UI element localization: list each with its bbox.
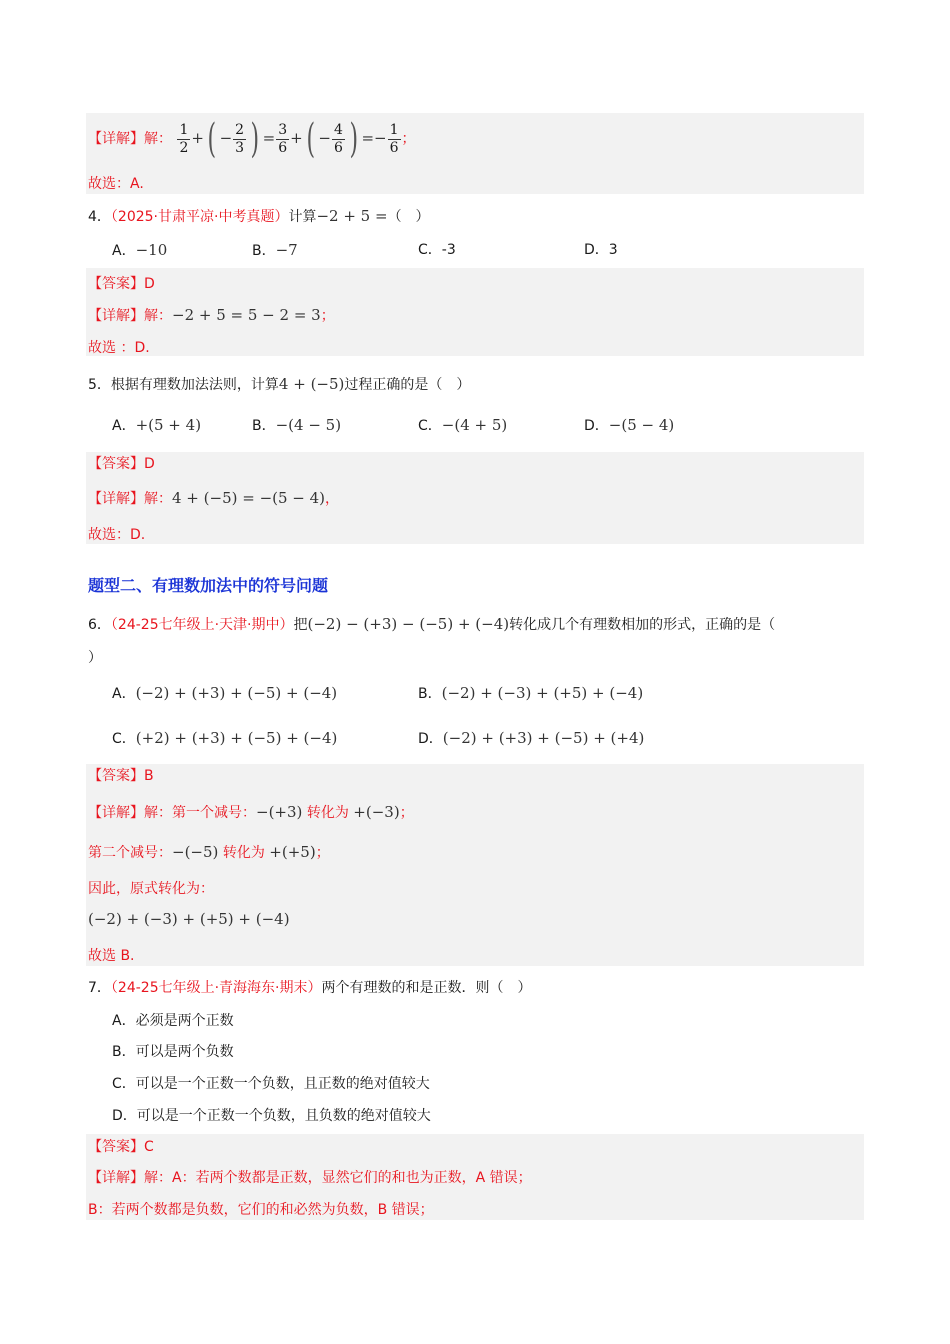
q7-option-d: D．可以是一个正数一个负数，且负数的绝对值较大 — [112, 1108, 431, 1124]
q6-detail-2: 第二个减号：−(−5) 转化为 +(+5)； — [88, 843, 330, 861]
detail-tag: 【详解】 — [88, 131, 144, 147]
q6-answer: 【答案】B — [88, 768, 154, 784]
q7-detail-1: 【详解】解：A：若两个数都是正数，显然它们的和也为正数，A 错误； — [88, 1170, 532, 1186]
q6-option-a: A．(−2) + (+3) + (−5) + (−4) — [112, 684, 338, 702]
q7-detail-2: B：若两个数都是负数，它们的和必然为负数，B 错误； — [88, 1202, 434, 1218]
detail-lead: 解： — [144, 131, 172, 147]
q4-source: （2025·甘肃平凉·中考真题） — [110, 209, 289, 225]
q4-answer: 【答案】D — [88, 276, 155, 292]
section-heading: 题型二、有理数加法中的符号问题 — [88, 576, 329, 595]
q4-option-c: C．-3 — [418, 242, 456, 258]
q5-option-b: B．−(4 − 5) — [252, 416, 342, 434]
q6-detail-1: 【详解】解：第一个减号：−(+3) 转化为 +(−3)； — [88, 803, 414, 821]
q7-option-c: C．可以是一个正数一个负数，且正数的绝对值较大 — [112, 1076, 430, 1092]
q6-detail-3: 因此，原式转化为： — [88, 881, 214, 897]
fraction: $\frac{4}{6}$ — [333, 121, 343, 156]
q4-detail: 【详解】解：−2 + 5 = 5 − 2 = 3； — [88, 306, 335, 324]
q3-detail-line: 【详解】解： $\frac{1}{2}$ +( − $\frac{2}{3}$ ) = $\frac{3}{6}$ +( − $\frac{4}{6}$ ) =− $\frac{1}{6}$ ； — [88, 116, 416, 162]
fraction: $\frac{3}{6}$ — [278, 121, 288, 156]
q7-option-b: B．可以是两个负数 — [112, 1044, 234, 1060]
q6-detail-4: (−2) + (−3) + (+5) + (−4) — [88, 910, 290, 928]
q7-stem: 7．（24-25七年级上·青海海东·期末）两个有理数的和是正数．则（ ） — [88, 980, 532, 996]
fraction: $\frac{1}{2}$ — [179, 121, 189, 156]
q4-option-d: D．3 — [584, 242, 618, 258]
q4-conclusion: 故选 ：D. — [88, 340, 150, 356]
q6-conclusion: 故选 B. — [88, 948, 135, 964]
q5-option-d: D．−(5 − 4) — [584, 416, 675, 434]
q6-stem: 6．（24-25七年级上·天津·期中）把(−2) − (+3) − (−5) + (−4)转化成几个有理数相加的形式，正确的是（ — [88, 615, 776, 633]
q6-solution-box — [86, 764, 864, 966]
q6-option-d: D．(−2) + (+3) + (−5) + (+4) — [418, 729, 645, 747]
q5-detail: 【详解】解：4 + (−5) = −(5 − 4)， — [88, 489, 340, 507]
q7-answer: 【答案】C — [88, 1139, 154, 1155]
q6-stem-cont: ） — [88, 650, 102, 666]
q4-stem: 4．（2025·甘肃平凉·中考真题）计算−2 + 5 =（ ） — [88, 207, 430, 225]
q4-option-a: A．−10 — [112, 241, 168, 259]
q6-source: （24-25七年级上·天津·期中） — [110, 617, 294, 633]
q6-option-b: B．(−2) + (−3) + (+5) + (−4) — [418, 684, 644, 702]
q7-source: （24-25七年级上·青海海东·期末） — [110, 980, 322, 996]
q3-conclusion: 故选：A. — [88, 176, 144, 192]
q7-option-a: A．必须是两个正数 — [112, 1013, 234, 1029]
q6-option-c: C．(+2) + (+3) + (−5) + (−4) — [112, 729, 338, 747]
q5-stem: 5．根据有理数加法法则，计算4 + (−5)过程正确的是（ ） — [88, 375, 471, 393]
q5-option-c: C．−(4 + 5) — [418, 416, 508, 434]
q4-option-b: B．−7 — [252, 241, 298, 259]
q5-conclusion: 故选：D. — [88, 527, 146, 543]
fraction: $\frac{1}{6}$ — [389, 121, 399, 156]
q5-answer: 【答案】D — [88, 456, 155, 472]
q5-option-a: A．+(5 + 4) — [112, 416, 202, 434]
fraction: $\frac{2}{3}$ — [235, 121, 245, 156]
